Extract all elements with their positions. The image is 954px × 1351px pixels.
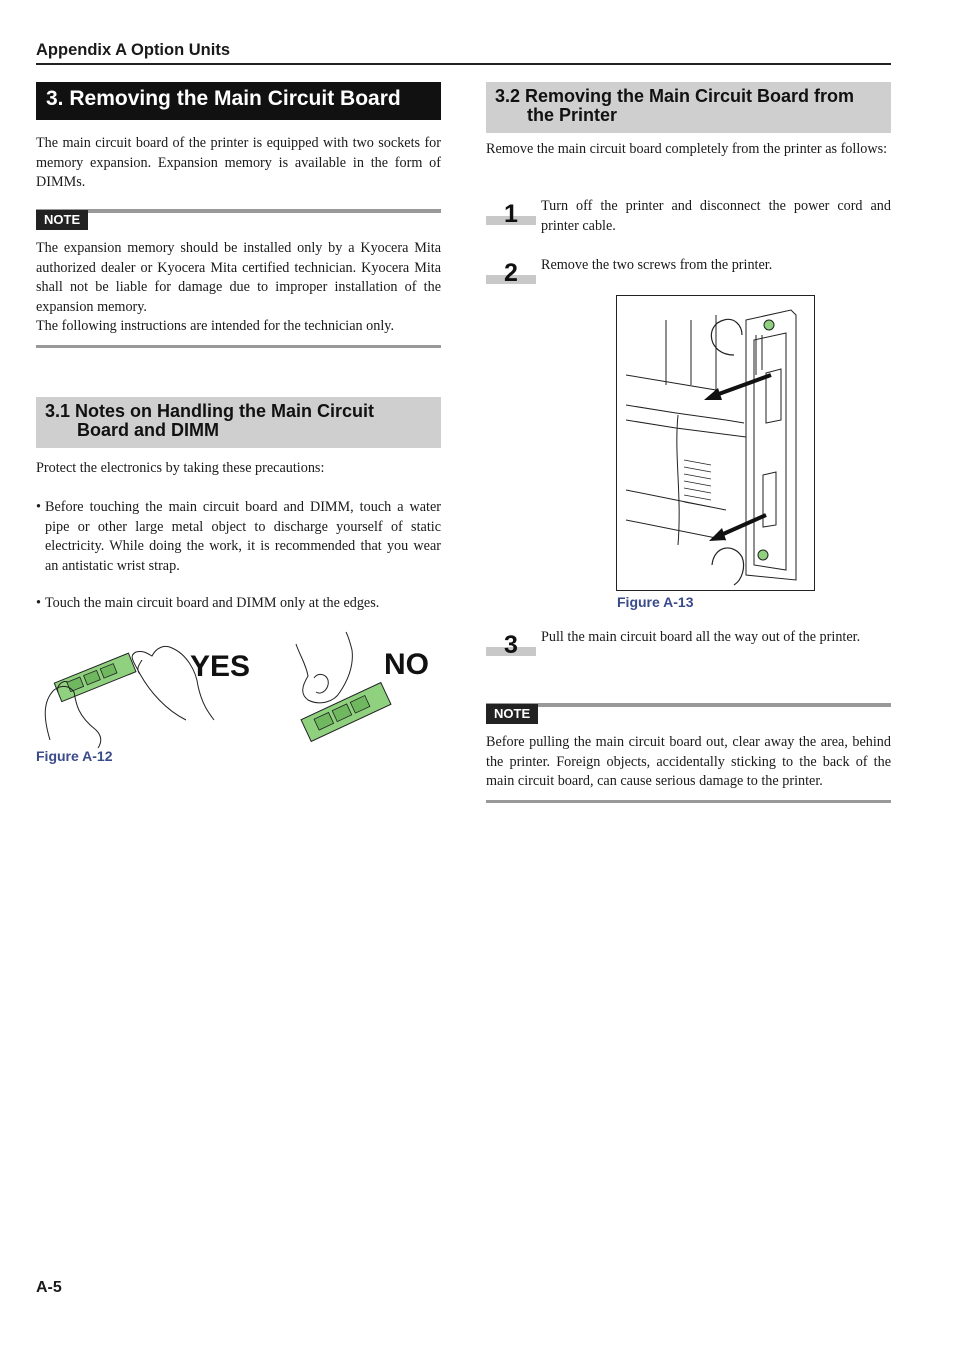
no-label: NO — [384, 648, 429, 681]
step-text: Remove the two screws from the printer. — [541, 257, 773, 273]
subsection-heading-line2: the Printer — [527, 105, 618, 125]
figure-caption-a12: Figure A-12 — [36, 748, 113, 764]
note-text-2: The following instructions are intended for the technician only. — [36, 318, 394, 334]
yes-label: YES — [190, 650, 251, 683]
bullet-mark: • — [36, 595, 41, 611]
section-title: 3. Removing the Main Circuit Board — [36, 82, 441, 120]
header-rule — [36, 63, 891, 65]
step-2 — [486, 255, 891, 287]
dimm-handling-illustration — [36, 630, 441, 750]
note-box — [486, 703, 891, 803]
step-number: 2 — [504, 259, 518, 287]
note-label: NOTE — [36, 210, 88, 230]
subsection-heading-line2: Board and DIMM — [77, 420, 219, 440]
note-label: NOTE — [486, 704, 538, 724]
subsection-heading-3-2 — [486, 82, 891, 133]
step-3 — [486, 627, 891, 659]
step-text: Turn off the printer and disconnect the power cord and printer cable. — [541, 198, 891, 234]
note-rule-bottom — [36, 345, 441, 348]
step-number: 3 — [504, 631, 518, 659]
note-text: Before pulling the main circuit board out, clear away the area, behind the printer. Foreign objects, accidentally sticking to the back of the main circuit board, can cause serious damage to the printer. — [486, 734, 891, 789]
removal-intro: Remove the main circuit board completely from the printer as follows: — [486, 141, 888, 157]
bullet-mark: • — [36, 499, 41, 515]
subsection-heading-line1: 3.2 Removing the Main Circuit Board from — [495, 86, 855, 106]
intro-paragraph: The main circuit board of the printer is equipped with two sockets for memory expansion. Expansion memory is available in the form of DIMMs. — [36, 135, 441, 190]
page-header-title: Appendix A Option Units — [36, 41, 231, 59]
step-number: 1 — [504, 200, 518, 228]
bullet-text: Before touching the main circuit board and DIMM, touch a water pipe or other large metal object to discharge yourself of static electricity. While doing the work, it is recommended that you wear an antistatic wrist strap. — [45, 499, 441, 574]
printer-back-illustration — [616, 295, 815, 591]
no-illustration — [296, 632, 429, 741]
precautions-intro: Protect the electronics by taking these precautions: — [36, 460, 325, 476]
note-rule-bottom — [486, 800, 891, 803]
step-text: Pull the main circuit board all the way out of the printer. — [541, 629, 861, 645]
bullet-text: Touch the main circuit board and DIMM only at the edges. — [45, 595, 380, 611]
step-1 — [486, 196, 891, 236]
note-box — [36, 209, 441, 348]
yes-illustration — [45, 646, 250, 748]
subsection-heading-line1: 3.1 Notes on Handling the Main Circuit — [45, 401, 375, 421]
bullet-item — [36, 498, 441, 576]
bullet-item — [36, 594, 441, 614]
note-text-1: The expansion memory should be installed only by a Kyocera Mita authorized dealer or Kyocera Mita certified technician. Kyocera Mita shall not be liable for damage due to improper installation of the expansion memory. — [36, 240, 441, 315]
subsection-heading-3-1 — [36, 397, 441, 448]
figure-caption-a13: Figure A-13 — [617, 594, 694, 610]
page-number: A-5 — [36, 1279, 62, 1296]
